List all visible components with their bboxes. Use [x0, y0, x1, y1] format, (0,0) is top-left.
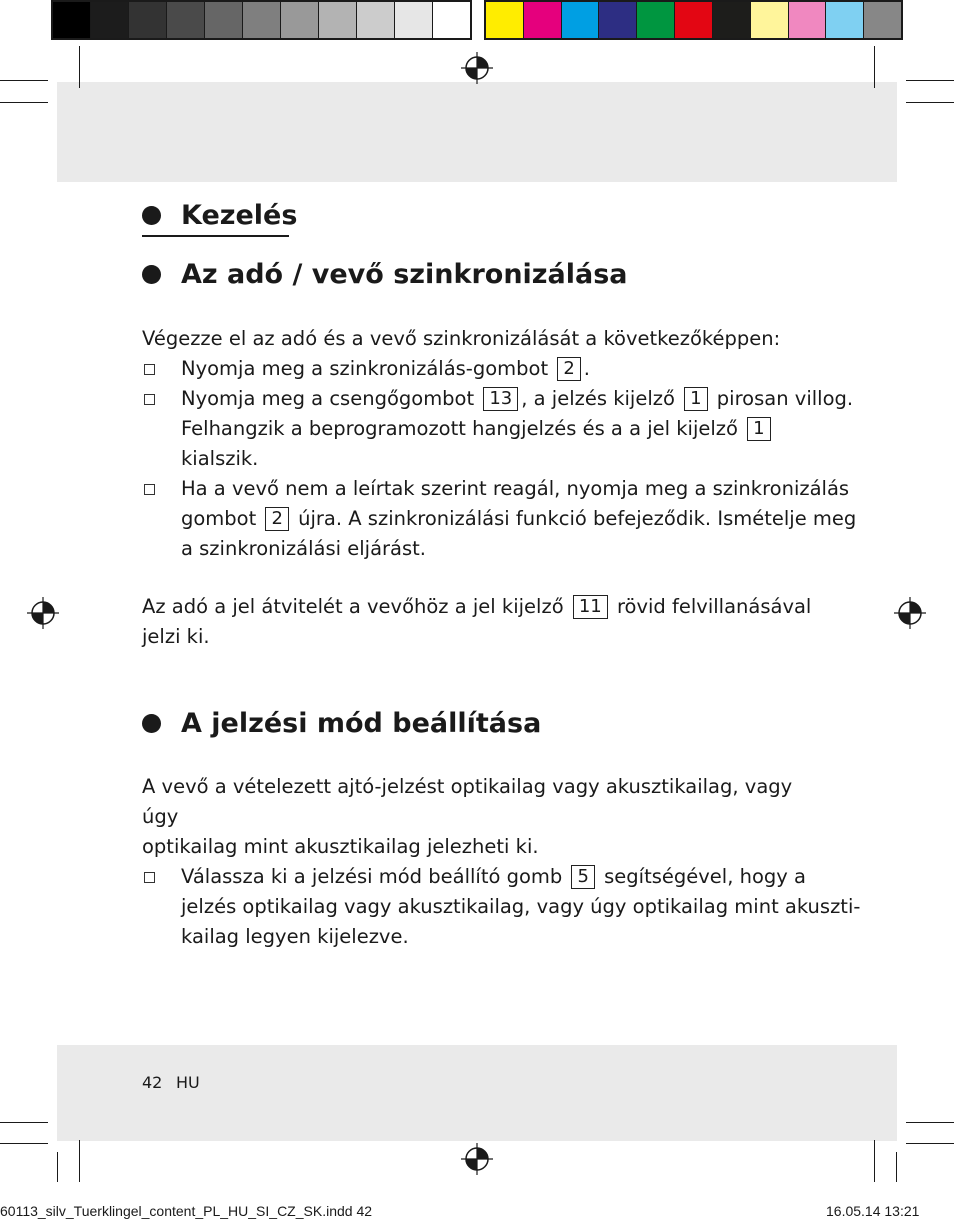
step-line	[181, 384, 853, 414]
text-run: újra. A szinkronizálási funkció befejeződik. Ismételje meg	[291, 507, 857, 530]
step-line	[181, 354, 590, 384]
color-swatch	[751, 2, 789, 38]
step-line	[181, 474, 849, 504]
text-run: Nyomja meg a szinkronizálás-gombot	[181, 357, 555, 380]
color-swatch	[129, 2, 167, 38]
crop-mark	[874, 46, 875, 88]
section-heading-operation	[142, 200, 297, 231]
text-run: segítségével, hogy a	[597, 865, 806, 888]
text-run: Az adó a jel átvitelét a vevőhöz a jel kijelző	[142, 595, 570, 618]
text-run: Felhangzik a beprogramozott hangjelzés és a a jel kijelző	[181, 417, 745, 440]
heading-bullet-icon	[142, 714, 161, 733]
color-swatch	[486, 2, 524, 38]
part-reference-number: 2	[265, 507, 288, 531]
crop-mark	[57, 1152, 58, 1182]
crop-mark	[906, 1143, 954, 1144]
step-line	[181, 504, 856, 534]
crop-mark	[896, 1152, 897, 1182]
text-run: a szinkronizálási eljárást.	[181, 537, 426, 560]
color-swatch	[599, 2, 637, 38]
checkbox-bullet-icon	[144, 364, 155, 375]
mode-intro-paragraph	[142, 772, 822, 862]
header-band	[57, 82, 897, 182]
crop-mark	[79, 1140, 80, 1182]
color-swatch	[205, 2, 243, 38]
step-line	[181, 414, 774, 444]
footer-band	[57, 1045, 897, 1141]
step-line	[181, 892, 860, 922]
language-code: HU	[176, 1073, 200, 1092]
paragraph-line	[142, 622, 822, 652]
paragraph-line: A vevő a vételezett ajtó-jelzést optikailag vagy akusztikailag, vagy úgy	[142, 775, 793, 828]
heading-underline	[142, 235, 289, 237]
part-reference-number: 5	[571, 865, 594, 889]
checkbox-bullet-icon	[144, 394, 155, 405]
sync-intro: Végezze el az adó és a vevő szinkronizálását a következőképpen:	[142, 327, 781, 350]
heading-text: A jelzési mód beállítása	[181, 708, 542, 739]
text-run: gombot	[181, 507, 263, 530]
text-run: pirosan villog.	[710, 387, 854, 410]
crop-mark	[0, 1143, 48, 1144]
paragraph-line: optikailag mint akusztikailag jelezheti ki.	[142, 835, 539, 858]
text-run: rövid felvillanásával	[610, 595, 812, 618]
color-swatch	[357, 2, 395, 38]
registration-mark-icon	[27, 597, 59, 629]
part-reference-number: 2	[557, 357, 580, 381]
color-swatch	[864, 2, 901, 38]
crop-mark	[906, 102, 954, 103]
registration-mark-icon	[894, 597, 926, 629]
step-line	[181, 534, 426, 564]
print-slug-datetime: 16.05.14 13:21	[826, 1203, 920, 1219]
color-swatch	[91, 2, 129, 38]
section-heading-signal-mode	[142, 708, 541, 739]
registration-mark-icon	[461, 52, 493, 84]
instruction-step	[142, 474, 857, 564]
color-swatch	[524, 2, 562, 38]
color-swatch	[167, 2, 205, 38]
instruction-step	[142, 862, 861, 952]
crop-mark	[0, 1122, 48, 1123]
color-control-strip	[484, 0, 903, 40]
crop-mark	[874, 1140, 875, 1182]
crop-mark	[906, 80, 954, 81]
text-run: jelzés optikailag vagy akusztikailag, vagy úgy optikailag mint akuszti-	[181, 895, 861, 918]
step-line	[181, 444, 258, 474]
color-swatch	[789, 2, 827, 38]
text-run: Válassza ki a jelzési mód beállító gomb	[181, 865, 569, 888]
heading-text: Kezelés	[181, 200, 298, 231]
step-line	[181, 922, 409, 952]
checkbox-bullet-icon	[144, 484, 155, 495]
text-run: Ha a vevő nem a leírtak szerint reagál, nyomja meg a szinkronizálás	[181, 477, 850, 500]
instruction-step	[142, 354, 832, 384]
part-reference-number: 11	[573, 595, 608, 619]
color-swatch	[562, 2, 600, 38]
checkbox-bullet-icon	[144, 872, 155, 883]
text-run: Nyomja meg a csengőgombot	[181, 387, 481, 410]
color-swatch	[826, 2, 864, 38]
color-swatch	[713, 2, 751, 38]
part-reference-number: 1	[747, 417, 770, 441]
sync-note-paragraph	[142, 592, 822, 652]
color-swatch	[433, 2, 470, 38]
crop-mark	[79, 46, 80, 88]
crop-mark	[0, 80, 48, 81]
color-swatch	[395, 2, 433, 38]
text-run: kailag legyen kijelezve.	[181, 925, 409, 948]
part-reference-number: 13	[483, 387, 518, 411]
registration-mark-icon	[461, 1143, 493, 1175]
heading-bullet-icon	[142, 206, 161, 225]
color-swatch	[243, 2, 281, 38]
text-run: .	[583, 357, 590, 380]
print-slug-file: 60113_silv_Tuerklingel_content_PL_HU_SI_CZ_SK.indd 42	[0, 1203, 373, 1219]
color-swatch	[637, 2, 675, 38]
color-swatch	[319, 2, 357, 38]
heading-text: Az adó / vevő szinkronizálása	[181, 259, 628, 290]
text-run: jelzi ki.	[142, 625, 210, 648]
color-swatch	[281, 2, 319, 38]
instruction-step	[142, 384, 854, 474]
step-line	[181, 862, 806, 892]
section-heading-sync	[142, 259, 628, 290]
part-reference-number: 1	[684, 387, 707, 411]
text-run: kialszik.	[181, 447, 259, 470]
color-swatch	[675, 2, 713, 38]
color-swatch	[53, 2, 91, 38]
crop-mark	[906, 1122, 954, 1123]
paragraph-line	[142, 592, 822, 622]
crop-mark	[0, 102, 48, 103]
grayscale-control-strip	[51, 0, 472, 40]
page-number: 42	[142, 1073, 163, 1092]
text-run: , a jelzés kijelző	[521, 387, 682, 410]
heading-bullet-icon	[142, 265, 161, 284]
